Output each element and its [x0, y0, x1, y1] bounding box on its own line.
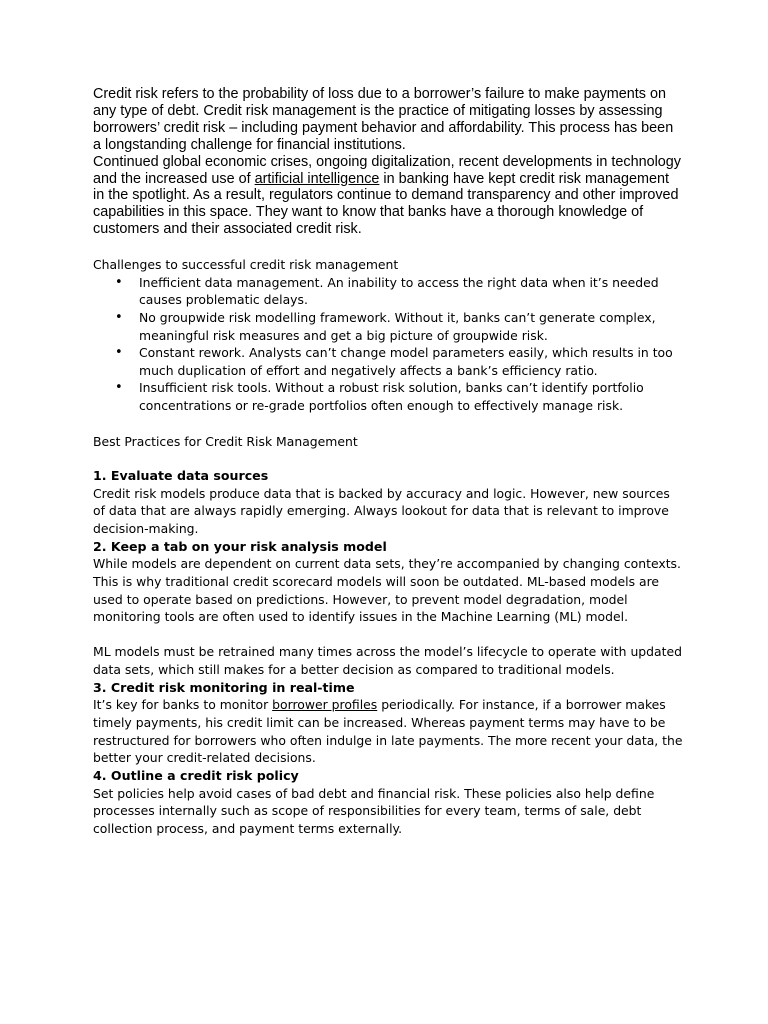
borrower-profiles-link[interactable]: borrower profiles: [272, 697, 378, 713]
intro-paragraph-1: Credit risk refers to the probability of loss due to a borrower’s failure to make payments on any type of debt. Credit risk management is the practice of mitigating losses by assessing borrowers’ credit risk – including payment behavior and affordability. This process has been a longstanding challenge for financial institutions.: [93, 86, 674, 153]
bullet-icon: •: [115, 274, 123, 290]
challenges-list-item: [115, 309, 683, 344]
challenge-text: Insufficient risk tools. Without a robust risk solution, banks can’t identify portfolio concentrations or re-grade portfolios often enough to effectively manage risk.: [139, 380, 644, 413]
section-2-text-1: While models are dependent on current data sets, they’re accompanied by changing contexts. This is why traditional credit scorecard models will soon be outdated. ML-based models are used to operate based on predictions. However, to prevent model degradation, model monitoring tools are often used to identify issues in the Machine Learning (ML) model.: [93, 556, 681, 625]
challenges-list-item: [115, 344, 683, 379]
challenges-list-item: [115, 274, 683, 309]
section-3-text-a: It’s key for banks to monitor: [93, 697, 273, 713]
challenges-list: [93, 274, 683, 415]
section-2-title: 2. Keep a tab on your risk analysis model: [93, 538, 387, 554]
section-4-text: Set policies help avoid cases of bad debt and financial risk. These policies also help define processes internally such as scope of responsibilities for every team, terms of sale, debt collection process, and payment terms externally.: [93, 785, 655, 836]
section-3-text-b: periodically. For instance, if a borrower makes timely payments, his credit limit can be increased. Whereas payment terms may have to be restructured for borrowers who often indulge in late payments. The more recent your data, the better your credit-related decisions.: [93, 697, 683, 766]
bullet-icon: •: [115, 380, 123, 396]
section-3-text: [93, 696, 683, 766]
challenge-text: Constant rework. Analysts can’t change model parameters easily, which results in too much duplication of effort and negatively affects a bank’s efficiency ratio.: [139, 345, 673, 378]
section-3-title: 3. Credit risk monitoring in real-time: [93, 679, 355, 695]
spacer: [93, 450, 683, 467]
challenges-list-item: [115, 379, 683, 414]
challenge-text: Inefficient data management. An inability to access the right data when it’s needed causes problematic delays.: [139, 274, 659, 308]
section-2-text-2: ML models must be retrained many times across the model’s lifecycle to operate with updated data sets, which still makes for a better decision as compared to traditional models.: [93, 644, 682, 678]
spacer: [93, 238, 683, 256]
best-practices-heading: Best Practices for Credit Risk Management: [93, 433, 358, 449]
challenges-heading: Challenges to successful credit risk management: [93, 257, 399, 273]
blank-line: [93, 626, 683, 644]
section-1-text: Credit risk models produce data that is backed by accuracy and logic. However, new sources of data that are always rapidly emerging. Always lookout for data that is relevant to improve decision-making.: [93, 485, 670, 537]
intro-paragraph-2-text-a: Continued global economic crises, ongoing digitalization, recent developments in technology and the increased use of: [93, 153, 681, 187]
document-page: [93, 86, 683, 837]
section-1-title: 1. Evaluate data sources: [93, 468, 269, 484]
section-4-title: 4. Outline a credit risk policy: [93, 767, 299, 783]
intro-paragraph-2-text-b: in banking have kept credit risk management in the spotlight. As a result, regulators continue to demand transparency and other improved capabilities in this space. They want to know that banks have a thorough knowledge of customers and their associated credit risk.: [93, 170, 679, 238]
intro-paragraph-2: [93, 154, 683, 239]
spacer: [93, 415, 683, 433]
artificial-intelligence-link[interactable]: artificial intelligence: [254, 170, 380, 187]
bullet-icon: •: [115, 345, 123, 361]
bullet-icon: •: [115, 309, 123, 325]
challenge-text: No groupwide risk modelling framework. Without it, banks can’t generate complex, meaningful risk measures and get a big picture of groupwide risk.: [139, 309, 656, 343]
